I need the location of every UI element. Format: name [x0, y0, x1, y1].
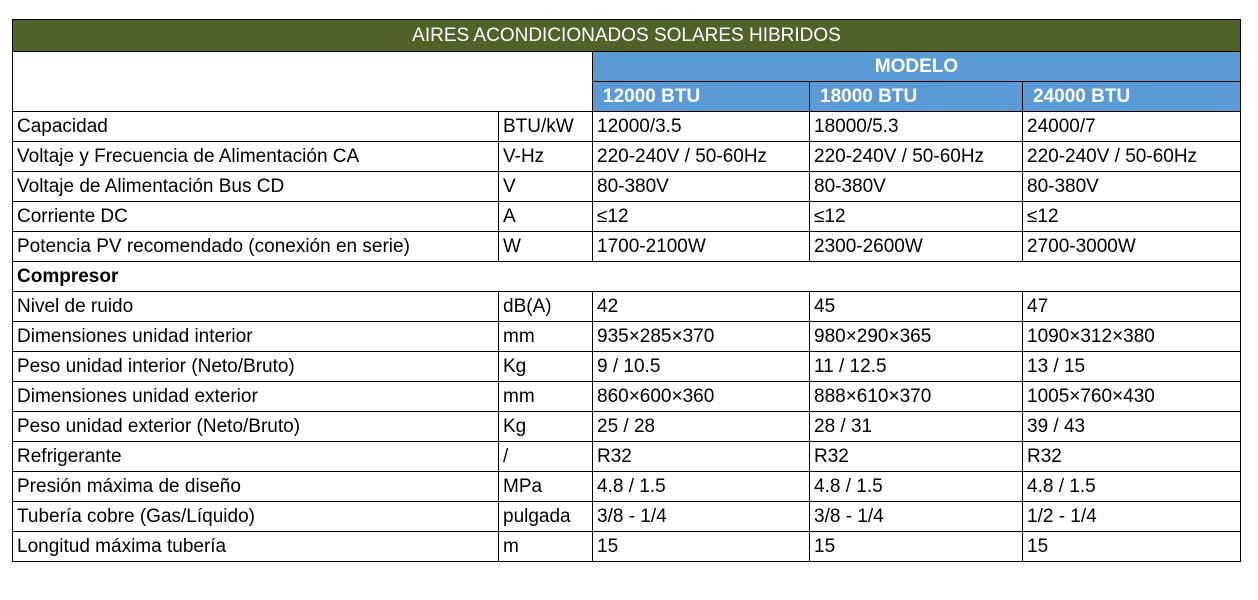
row-value: 11 / 12.5: [810, 352, 1023, 382]
section-row: [13, 262, 1241, 292]
row-value: 1700-2100W: [593, 232, 810, 262]
model-btu-24000: 24000 BTU: [1023, 82, 1241, 112]
row-unit: dB(A): [499, 292, 593, 322]
table-row: [13, 502, 1241, 532]
row-label: Longitud máxima tubería: [13, 532, 499, 562]
table-row: [13, 172, 1241, 202]
table-row: [13, 412, 1241, 442]
row-value: 1/2 - 1/4: [1023, 502, 1241, 532]
table-title: AIRES ACONDICIONADOS SOLARES HIBRIDOS: [13, 20, 1241, 52]
table-row: [13, 532, 1241, 562]
row-value: 4.8 / 1.5: [1023, 472, 1241, 502]
row-label: Corriente DC: [13, 202, 499, 232]
table-row: [13, 442, 1241, 472]
row-label: Potencia PV recomendado (conexión en serie): [13, 232, 499, 262]
table-row: [13, 142, 1241, 172]
row-label: Nivel de ruido: [13, 292, 499, 322]
model-btu-12000: 12000 BTU: [593, 82, 810, 112]
row-unit: A: [499, 202, 593, 232]
row-label: Tubería cobre (Gas/Líquido): [13, 502, 499, 532]
table-row: [13, 352, 1241, 382]
row-value: 2300-2600W: [810, 232, 1023, 262]
model-header: MODELO: [593, 52, 1241, 82]
row-value: R32: [1023, 442, 1241, 472]
row-unit: W: [499, 232, 593, 262]
row-value: 4.8 / 1.5: [810, 472, 1023, 502]
spec-table-container: [12, 19, 1241, 562]
row-unit: pulgada: [499, 502, 593, 532]
spec-table: [12, 19, 1241, 562]
table-row: [13, 322, 1241, 352]
row-unit: /: [499, 442, 593, 472]
row-value: 888×610×370: [810, 382, 1023, 412]
row-value: 80-380V: [1023, 172, 1241, 202]
row-value: 12000/3.5: [593, 112, 810, 142]
row-unit: mm: [499, 382, 593, 412]
row-value: 9 / 10.5: [593, 352, 810, 382]
row-value: 13 / 15: [1023, 352, 1241, 382]
row-value: 220-240V / 50-60Hz: [593, 142, 810, 172]
row-label: Dimensiones unidad interior: [13, 322, 499, 352]
row-value: 220-240V / 50-60Hz: [1023, 142, 1241, 172]
row-label: Dimensiones unidad exterior: [13, 382, 499, 412]
row-value: 18000/5.3: [810, 112, 1023, 142]
row-unit: mm: [499, 322, 593, 352]
row-label: Refrigerante: [13, 442, 499, 472]
row-label: Peso unidad exterior (Neto/Bruto): [13, 412, 499, 442]
row-value: 28 / 31: [810, 412, 1023, 442]
table-row: [13, 382, 1241, 412]
table-row: [13, 472, 1241, 502]
row-unit: V: [499, 172, 593, 202]
row-value: 15: [1023, 532, 1241, 562]
row-unit: V-Hz: [499, 142, 593, 172]
row-unit: m: [499, 532, 593, 562]
row-label: Voltaje y Frecuencia de Alimentación CA: [13, 142, 499, 172]
row-label: Capacidad: [13, 112, 499, 142]
row-label: Presión máxima de diseño: [13, 472, 499, 502]
table-row: [13, 112, 1241, 142]
row-value: 45: [810, 292, 1023, 322]
row-value: 1005×760×430: [1023, 382, 1241, 412]
row-value: 80-380V: [593, 172, 810, 202]
row-value: 24000/7: [1023, 112, 1241, 142]
row-unit: Kg: [499, 412, 593, 442]
row-value: 1090×312×380: [1023, 322, 1241, 352]
row-label: Peso unidad interior (Neto/Bruto): [13, 352, 499, 382]
row-unit: MPa: [499, 472, 593, 502]
row-unit: Kg: [499, 352, 593, 382]
row-value: 47: [1023, 292, 1241, 322]
row-value: 3/8 - 1/4: [593, 502, 810, 532]
model-btu-18000: 18000 BTU: [810, 82, 1023, 112]
title-row: [13, 20, 1241, 52]
row-value: 25 / 28: [593, 412, 810, 442]
table-row: [13, 292, 1241, 322]
row-value: 860×600×360: [593, 382, 810, 412]
row-value: 15: [593, 532, 810, 562]
section-label: Compresor: [13, 262, 1241, 292]
row-value: 220-240V / 50-60Hz: [810, 142, 1023, 172]
row-value: 15: [810, 532, 1023, 562]
row-value: ≤12: [810, 202, 1023, 232]
row-value: ≤12: [593, 202, 810, 232]
row-value: ≤12: [1023, 202, 1241, 232]
table-row: [13, 202, 1241, 232]
row-value: 2700-3000W: [1023, 232, 1241, 262]
table-row: [13, 232, 1241, 262]
row-value: 4.8 / 1.5: [593, 472, 810, 502]
row-value: R32: [593, 442, 810, 472]
row-label: Voltaje de Alimentación Bus CD: [13, 172, 499, 202]
row-value: 80-380V: [810, 172, 1023, 202]
row-value: 39 / 43: [1023, 412, 1241, 442]
row-value: 3/8 - 1/4: [810, 502, 1023, 532]
blank-header-cell: [13, 52, 593, 112]
row-value: 980×290×365: [810, 322, 1023, 352]
model-header-row: [13, 52, 1241, 82]
row-value: R32: [810, 442, 1023, 472]
row-value: 935×285×370: [593, 322, 810, 352]
row-unit: BTU/kW: [499, 112, 593, 142]
row-value: 42: [593, 292, 810, 322]
